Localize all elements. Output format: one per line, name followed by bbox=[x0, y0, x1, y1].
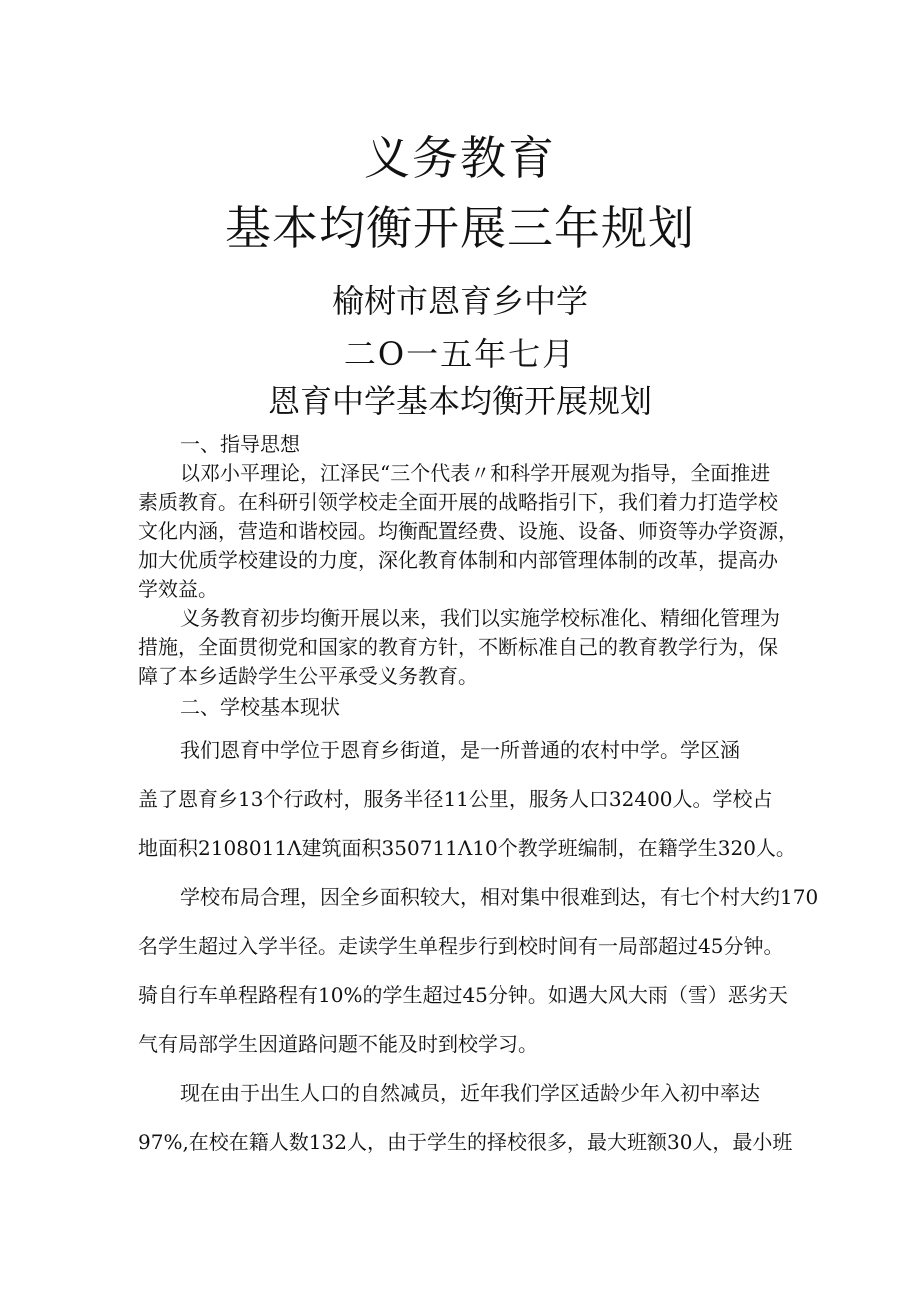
paragraph-line: 学效益。 bbox=[138, 577, 218, 601]
paragraph-line: 我们恩育中学位于恩育乡街道，是一所普通的农村中学。学区涵 bbox=[180, 738, 740, 762]
document-date: 二O一五年七月 bbox=[343, 335, 577, 373]
paragraph-line: 名学生超过入学半径。走读学生单程步行到校时间有一局部超过45分钟。 bbox=[138, 934, 784, 958]
paragraph-line: 地面积2108011Λ建筑面积350711Λ10个教学班编制，在籍学生320人。 bbox=[138, 836, 796, 860]
paragraph-line: 盖了恩育乡13个行政村，服务半径11公里，服务人口32400人。学校占 bbox=[138, 787, 773, 811]
section-school-status bbox=[138, 693, 790, 722]
paragraph-line: 以邓小平理论，江泽民“三个代表〃和科学开展观为指导，全面推进 bbox=[180, 461, 771, 485]
section-status-body bbox=[138, 736, 819, 1177]
paragraph-line: 现在由于出生人口的自然减员，近年我们学区适龄少年入初中率达 bbox=[180, 1081, 760, 1105]
school-name: 榆树市恩育乡中学 bbox=[331, 282, 588, 320]
title-line-1: 义务教育 bbox=[364, 131, 556, 185]
paragraph-line: 障了本乡适龄学生公平承受义务教育。 bbox=[138, 664, 478, 688]
paragraph-line: 97%,在校在籍人数132人，由于学生的择校很多，最大班额30人，最小班 bbox=[138, 1130, 793, 1154]
paragraph-line: 义务教育初步均衡开展以来，我们以实施学校标准化、精细化管理为 bbox=[180, 606, 780, 630]
paragraph-line: 学校布局合理，因全乡面积较大，相对集中很难到达，有七个村大约170 bbox=[180, 885, 819, 909]
paragraph-line: 加大优质学校建设的力度，深化教育体制和内部管理体制的改革，提高办 bbox=[138, 548, 778, 572]
paragraph-line: 措施，全面贯彻党和国家的教育方针，不断标准自己的教育教学行为，保 bbox=[138, 635, 778, 659]
paragraph-line: 素质教育。在科研引领学校走全面开展的战略指引下，我们着力打造学校 bbox=[138, 490, 778, 514]
paragraph-line: 骑自行车单程路程有10%的学生超过45分钟。如遇大风大雨（雪）恶劣天 bbox=[138, 983, 788, 1007]
document-subtitle: 恩育中学基本均衡开展规划 bbox=[267, 382, 652, 420]
paragraph-line: 文化内涵，营造和谐校园。均衡配置经费、设施、设备、师资等办学资源， bbox=[138, 519, 798, 543]
title-line-2: 基本均衡开展三年规划 bbox=[225, 201, 695, 255]
section-guiding-ideology bbox=[138, 430, 798, 691]
section-heading: 一、指导思想 bbox=[180, 432, 300, 456]
paragraph-line: 气有局部学生因道路问题不能及时到校学习。 bbox=[138, 1032, 538, 1056]
section-heading: 二、学校基本现状 bbox=[180, 695, 340, 719]
